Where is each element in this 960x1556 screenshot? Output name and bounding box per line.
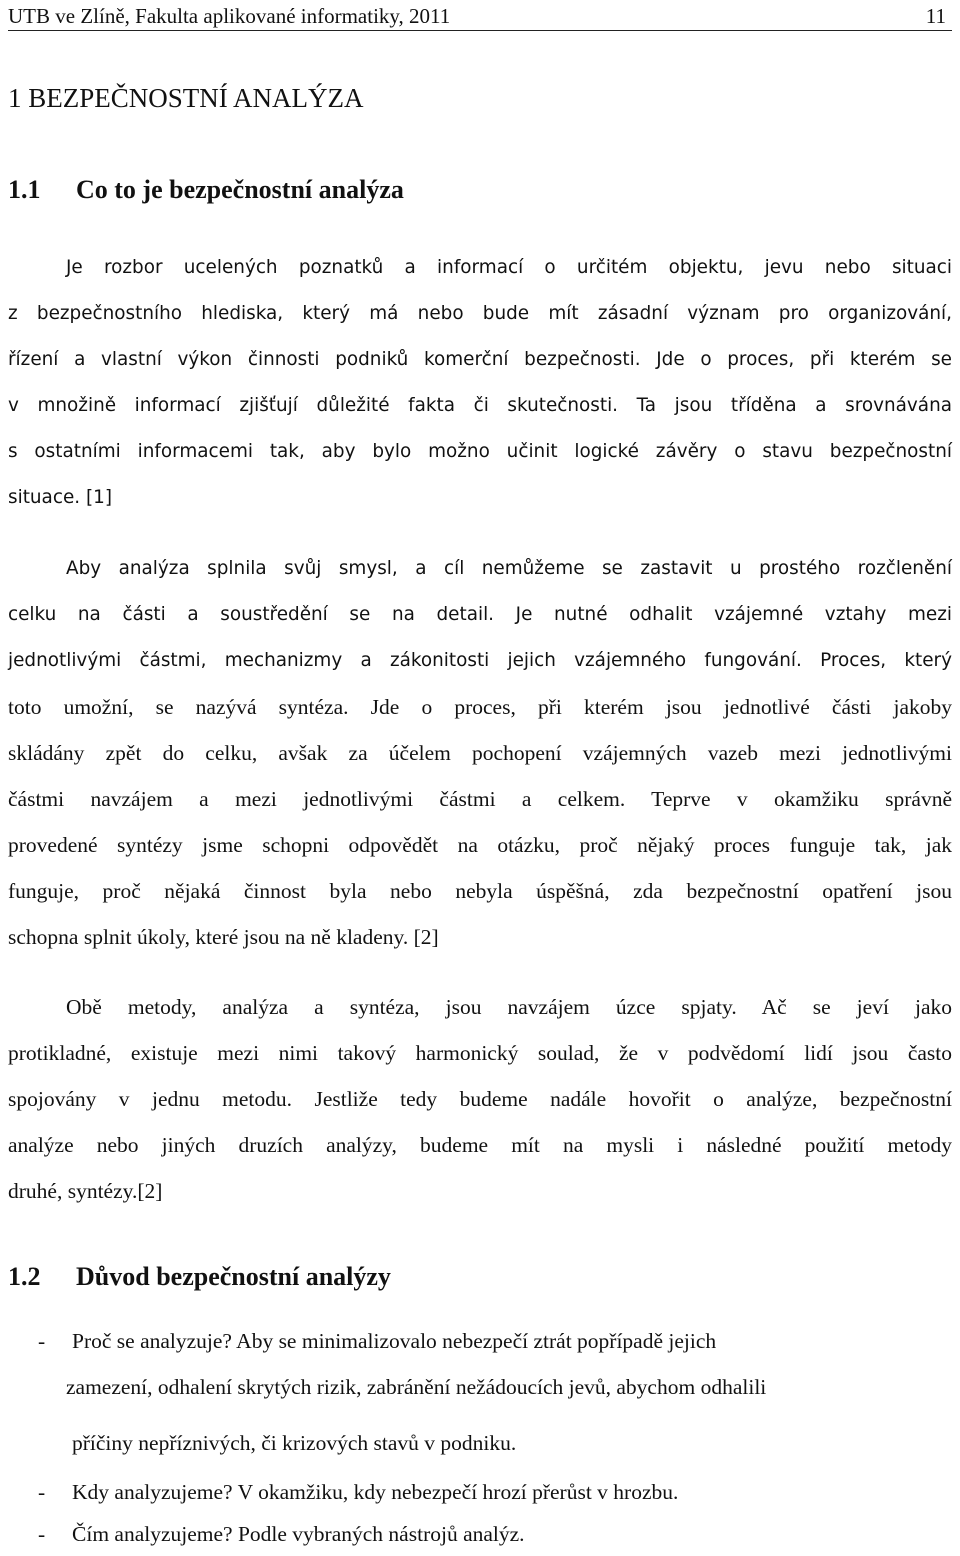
paragraph-3 bbox=[8, 984, 952, 1214]
list-item-continuation bbox=[8, 1410, 952, 1466]
paragraph-line: situace. [1] bbox=[8, 487, 112, 508]
paragraph-2 bbox=[8, 546, 952, 960]
paragraph-line: druhé, syntézy.[2] bbox=[8, 1179, 163, 1203]
paragraph-line: částmi navzájem a mezi jednotlivými částmi a celkem. Teprve v okamžiku správně bbox=[8, 787, 952, 811]
list-item-continuation bbox=[8, 1364, 952, 1410]
paragraph-line: protikladné, existuje mezi nimi takový harmonický soulad, že v podvědomí lidí jsou často bbox=[8, 1041, 952, 1065]
page-header bbox=[8, 0, 952, 31]
list-item-text: Čím analyzujeme? Podle vybraných nástrojů analýz. bbox=[72, 1522, 525, 1546]
paragraph-line: Je rozbor ucelených poznatků a informací o určitém objektu, jevu nebo situaci bbox=[66, 257, 952, 278]
bullet-dash: - bbox=[38, 1522, 46, 1546]
list-item bbox=[8, 1512, 952, 1552]
bullet-dash: - bbox=[38, 1480, 46, 1504]
list-item-text: zamezení, odhalení skrytých rizik, zabránění nežádoucích jevů, abychom odhalili bbox=[66, 1375, 767, 1399]
list-item-text: příčiny nepříznivých, či krizových stavů v podniku. bbox=[72, 1431, 517, 1455]
section-heading-1-1 bbox=[8, 172, 404, 208]
section-number: 1.1 bbox=[8, 175, 41, 204]
paragraph-1 bbox=[8, 245, 952, 521]
list-item-text: Kdy analyzujeme? V okamžiku, kdy nebezpečí hrozí přerůst v hrozbu. bbox=[72, 1480, 679, 1504]
page-number: 11 bbox=[925, 4, 946, 28]
chapter-title: 1 BEZPEČNOSTNÍ ANALÝZA bbox=[8, 83, 364, 113]
paragraph-line: schopna splnit úkoly, které jsou na ně kladeny. [2] bbox=[8, 925, 439, 949]
list-item bbox=[8, 1466, 952, 1512]
paragraph-line: celku na části a soustředění se na detail. Je nutné odhalit vzájemné vztahy mezi bbox=[8, 604, 952, 625]
paragraph-line: spojovány v jednu metodu. Jestliže tedy budeme nadále hovořit o analýze, bezpečnostní bbox=[8, 1087, 952, 1111]
list-item-text: Proč se analyzuje? Aby se minimalizovalo nebezpečí ztrát popřípadě jejich bbox=[72, 1329, 717, 1353]
paragraph-line: Obě metody, analýza a syntéza, jsou navzájem úzce spjaty. Ač se jeví jako bbox=[66, 995, 952, 1019]
paragraph-line: jednotlivými částmi, mechanizmy a zákonitosti jejich vzájemného fungování. Proces, který bbox=[8, 650, 952, 671]
header-title: UTB ve Zlíně, Fakulta aplikované informatiky, 2011 bbox=[8, 4, 451, 28]
section-title: Co to je bezpečnostní analýza bbox=[76, 175, 404, 204]
paragraph-line: z bezpečnostního hlediska, který má nebo bude mít zásadní význam pro organizování, bbox=[8, 303, 952, 324]
paragraph-line: v množině informací zjišťují důležité fakta či skutečnosti. Ta jsou tříděna a srovnávána bbox=[8, 395, 952, 416]
paragraph-line: provedené syntézy jsme schopni odpovědět na otázku, proč nějaký proces funguje tak, jak bbox=[8, 833, 952, 857]
bullet-list bbox=[8, 1318, 952, 1552]
paragraph-line: Aby analýza splnila svůj smysl, a cíl nemůžeme se zastavit u prostého rozčlenění bbox=[66, 558, 952, 579]
section-heading-1-2 bbox=[8, 1259, 391, 1295]
paragraph-line: s ostatními informacemi tak, aby bylo možno učinit logické závěry o stavu bezpečnostní bbox=[8, 441, 952, 462]
paragraph-line: funguje, proč nějaká činnost byla nebo nebyla úspěšná, zda bezpečnostní opatření jsou bbox=[8, 879, 952, 903]
paragraph-line: řízení a vlastní výkon činnosti podniků komerční bezpečnosti. Jde o proces, při kterém se bbox=[8, 349, 952, 370]
list-item bbox=[8, 1318, 952, 1364]
bullet-dash: - bbox=[38, 1329, 46, 1353]
section-title: Důvod bezpečnostní analýzy bbox=[76, 1262, 391, 1291]
paragraph-line: skládány zpět do celku, avšak za účelem pochopení vzájemných vazeb mezi jednotlivými bbox=[8, 741, 952, 765]
paragraph-line: toto umožní, se nazývá syntéza. Jde o proces, při kterém jsou jednotlivé části jakoby bbox=[8, 695, 952, 719]
section-number: 1.2 bbox=[8, 1262, 41, 1291]
paragraph-line: analýze nebo jiných druzích analýzy, budeme mít na mysli i následné použití metody bbox=[8, 1133, 952, 1157]
